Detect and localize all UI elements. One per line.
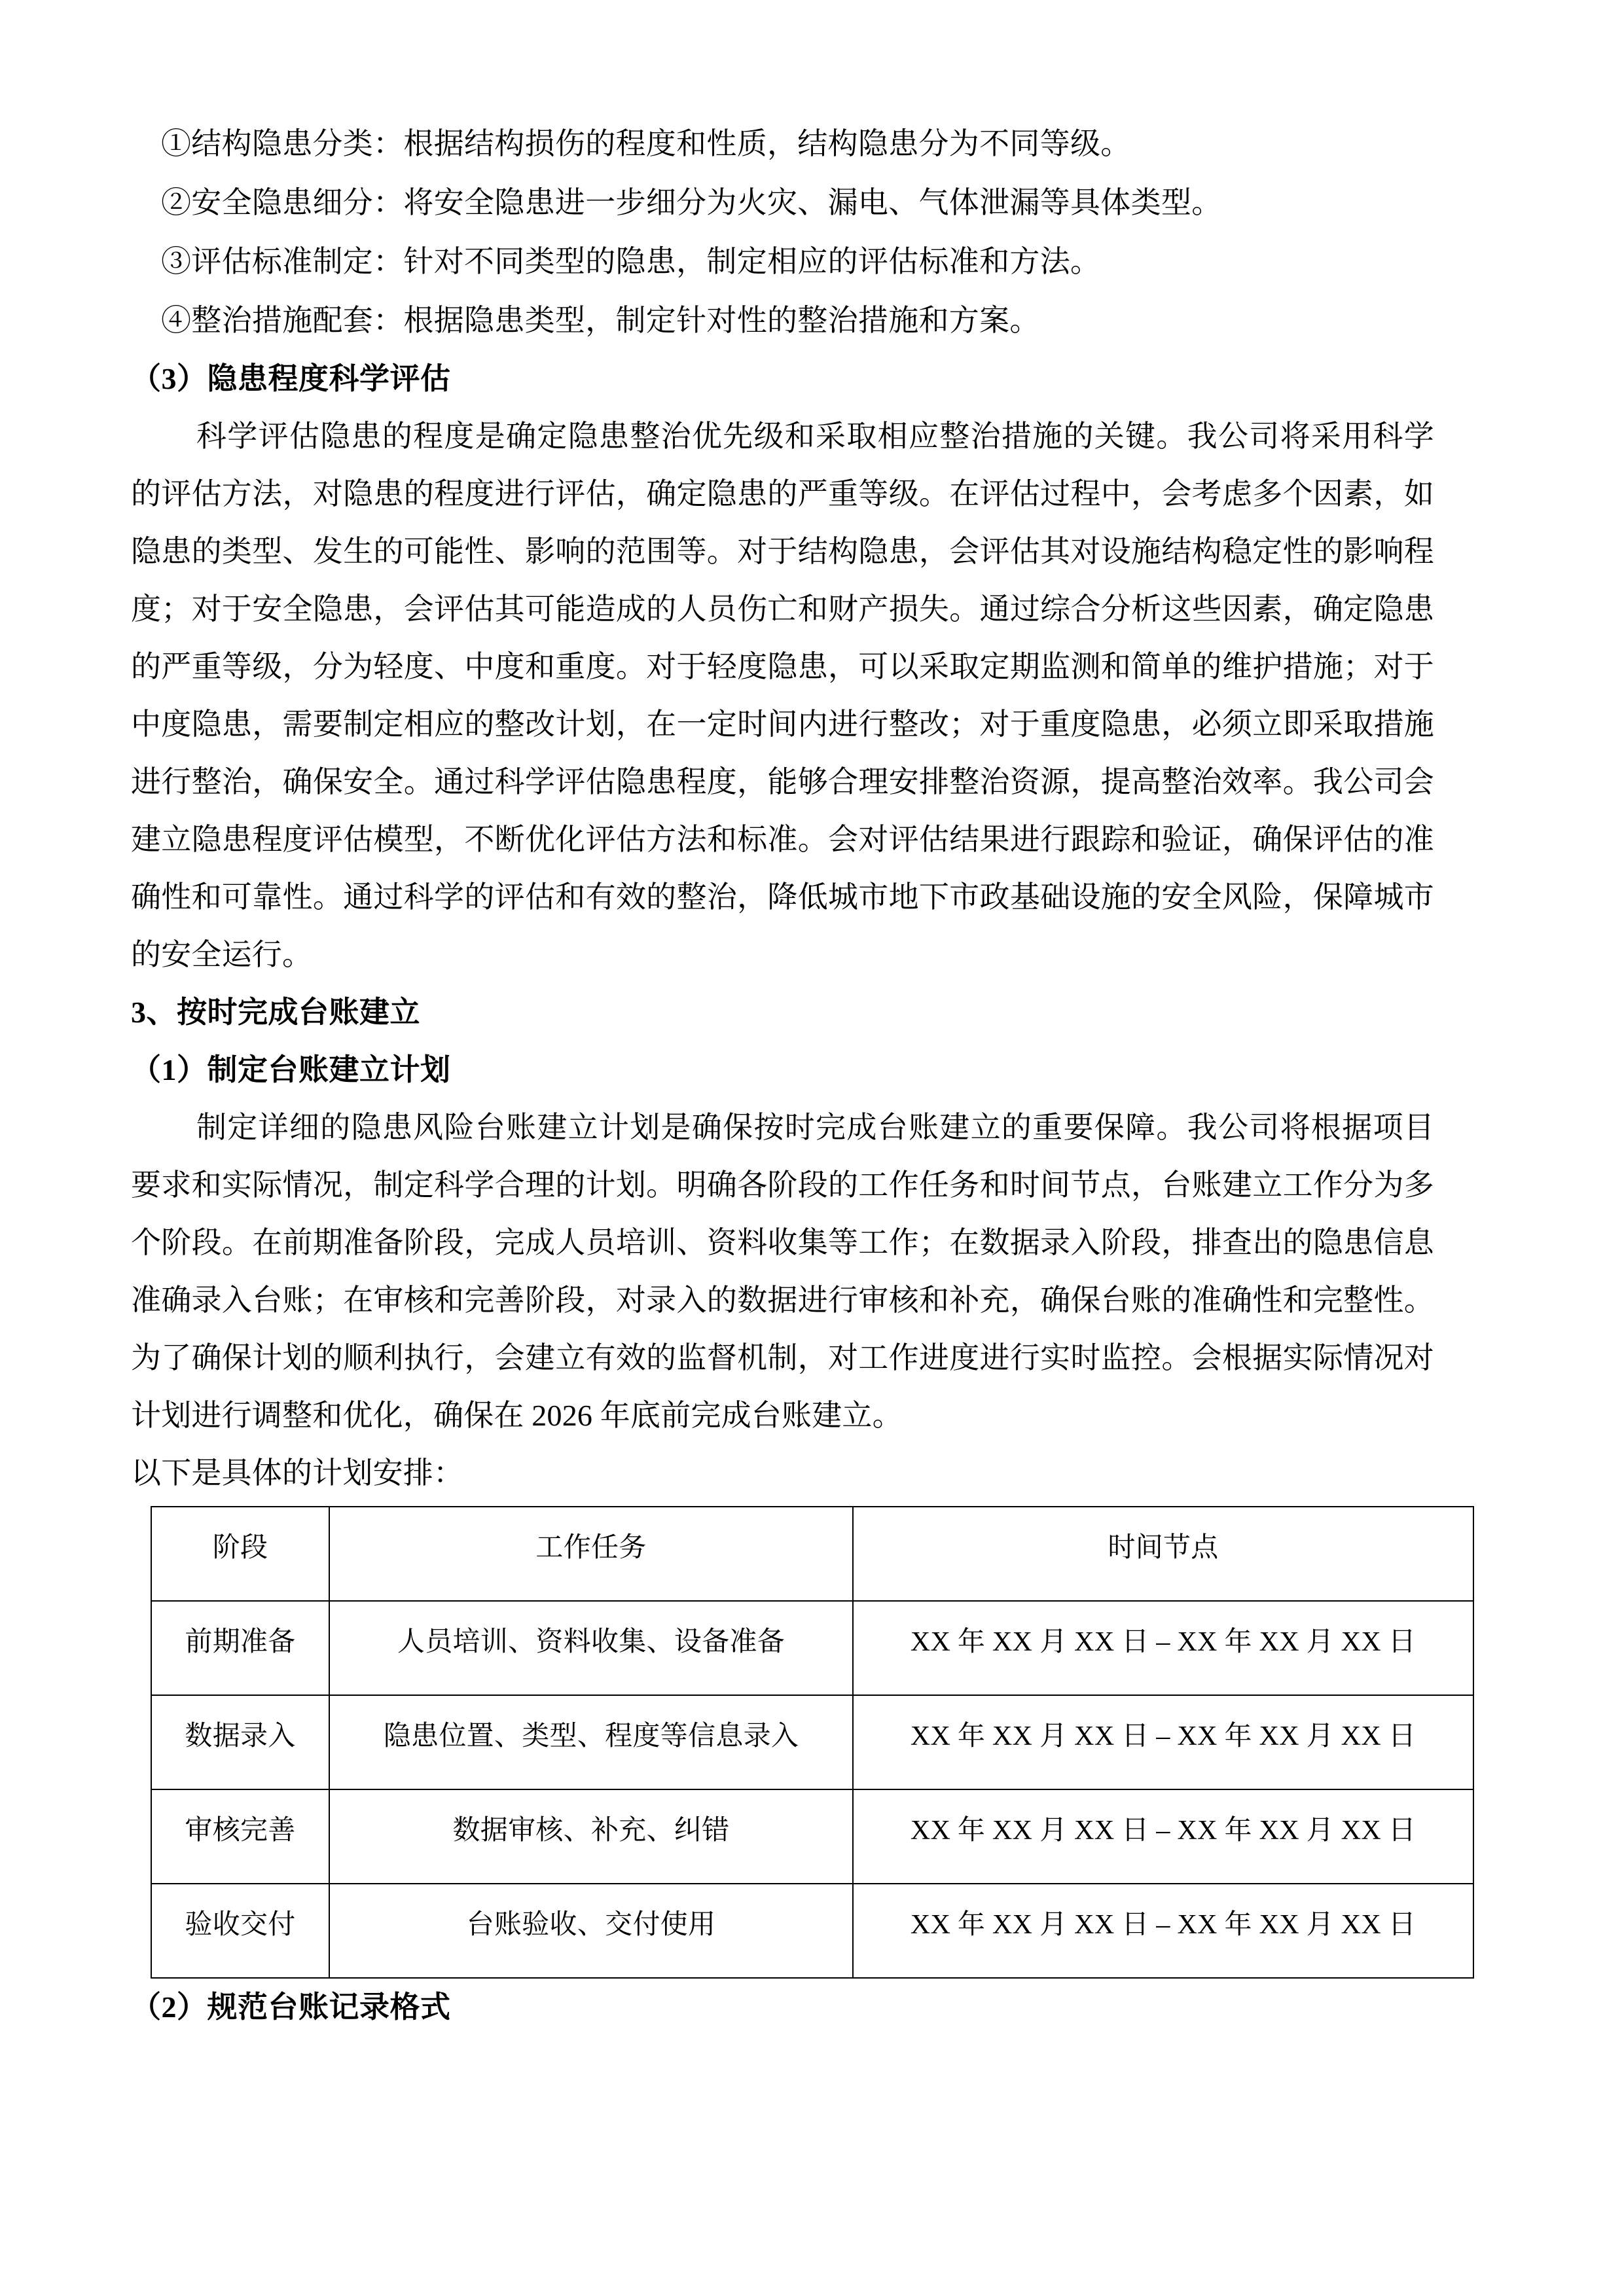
cell-task: 隐患位置、类型、程度等信息录入: [329, 1695, 853, 1789]
paragraph-ledger-plan: 制定详细的隐患风险台账建立计划是确保按时完成台账建立的重要保障。我公司将根据项目要求和实际情况，制定科学合理的计划。明确各阶段的工作任务和时间节点，台账建立工作分为多个阶段。在前期准备阶段，完成人员培训、资料收集等工作；在数据录入阶段，排查出的隐患信息准确录入台账；在审核和完善阶段，对录入的数据进行审核和补充，确保台账的准确性和完整性。为了确保计划的顺利执行，会建立有效的监督机制，对工作进度进行实时监控。会根据实际情况对计划进行调整和优化，确保在 2026 年底前完成台账建立。: [131, 1111, 1434, 1432]
section-heading-ledger-plan: （1）制定台账建立计划: [131, 1053, 451, 1086]
cell-time: XX 年 XX 月 XX 日 – XX 年 XX 月 XX 日: [853, 1695, 1473, 1789]
section-heading-hazard-assessment: （3）隐患程度科学评估: [131, 362, 451, 395]
list-item: ③评估标准制定：针对不同类型的隐患，制定相应的评估标准和方法。: [161, 245, 1101, 278]
table-header-stage: 阶段: [151, 1507, 329, 1601]
table-header-task: 工作任务: [329, 1507, 853, 1601]
cell-stage: 前期准备: [151, 1601, 329, 1695]
table-row: [151, 1695, 1473, 1789]
chapter-heading-ledger-establishment: 3、按时完成台账建立: [131, 996, 420, 1029]
table-header-row: [151, 1507, 1473, 1601]
cell-time: XX 年 XX 月 XX 日 – XX 年 XX 月 XX 日: [853, 1789, 1473, 1884]
list-item: ①结构隐患分类：根据结构损伤的程度和性质，结构隐患分为不同等级。: [161, 127, 1131, 160]
cell-stage: 审核完善: [151, 1789, 329, 1884]
list-item: ②安全隐患细分：将安全隐患进一步细分为火灾、漏电、气体泄漏等具体类型。: [161, 186, 1222, 219]
cell-task: 人员培训、资料收集、设备准备: [329, 1601, 853, 1695]
cell-time: XX 年 XX 月 XX 日 – XX 年 XX 月 XX 日: [853, 1884, 1473, 1978]
table-header-time: 时间节点: [853, 1507, 1473, 1601]
cell-time: XX 年 XX 月 XX 日 – XX 年 XX 月 XX 日: [853, 1601, 1473, 1695]
table-row: [151, 1789, 1473, 1884]
section-heading-ledger-format: （2）规范台账记录格式: [131, 1990, 451, 2024]
ledger-plan-table: [151, 1506, 1474, 1979]
hazard-classification-list: [131, 115, 1434, 350]
paragraph-hazard-assessment: 科学评估隐患的程度是确定隐患整治优先级和采取相应整治措施的关键。我公司将采用科学的评估方法，对隐患的程度进行评估，确定隐患的严重等级。在评估过程中，会考虑多个因素，如隐患的类型、发生的可能性、影响的范围等。对于结构隐患，会评估其对设施结构稳定性的影响程度；对于安全隐患，会评估其可能造成的人员伤亡和财产损失。通过综合分析这些因素，确定隐患的严重等级，分为轻度、中度和重度。对于轻度隐患，可以采取定期监测和简单的维护措施；对于中度隐患，需要制定相应的整改计划，在一定时间内进行整改；对于重度隐患，必须立即采取措施进行整治，确保安全。通过科学评估隐患程度，能够合理安排整治资源，提高整治效率。我公司会建立隐患程度评估模型，不断优化评估方法和标准。会对评估结果进行跟踪和验证，确保评估的准确性和可靠性。通过科学的评估和有效的整治，降低城市地下市政基础设施的安全风险，保障城市的安全运行。: [131, 420, 1434, 971]
cell-stage: 数据录入: [151, 1695, 329, 1789]
plan-intro-text: 以下是具体的计划安排：: [131, 1456, 464, 1490]
table-row: [151, 1884, 1473, 1978]
list-item: ④整治措施配套：根据隐患类型，制定针对性的整治措施和方案。: [161, 304, 1040, 337]
cell-task: 台账验收、交付使用: [329, 1884, 853, 1978]
table-row: [151, 1601, 1473, 1695]
cell-stage: 验收交付: [151, 1884, 329, 1978]
cell-task: 数据审核、补充、纠错: [329, 1789, 853, 1884]
